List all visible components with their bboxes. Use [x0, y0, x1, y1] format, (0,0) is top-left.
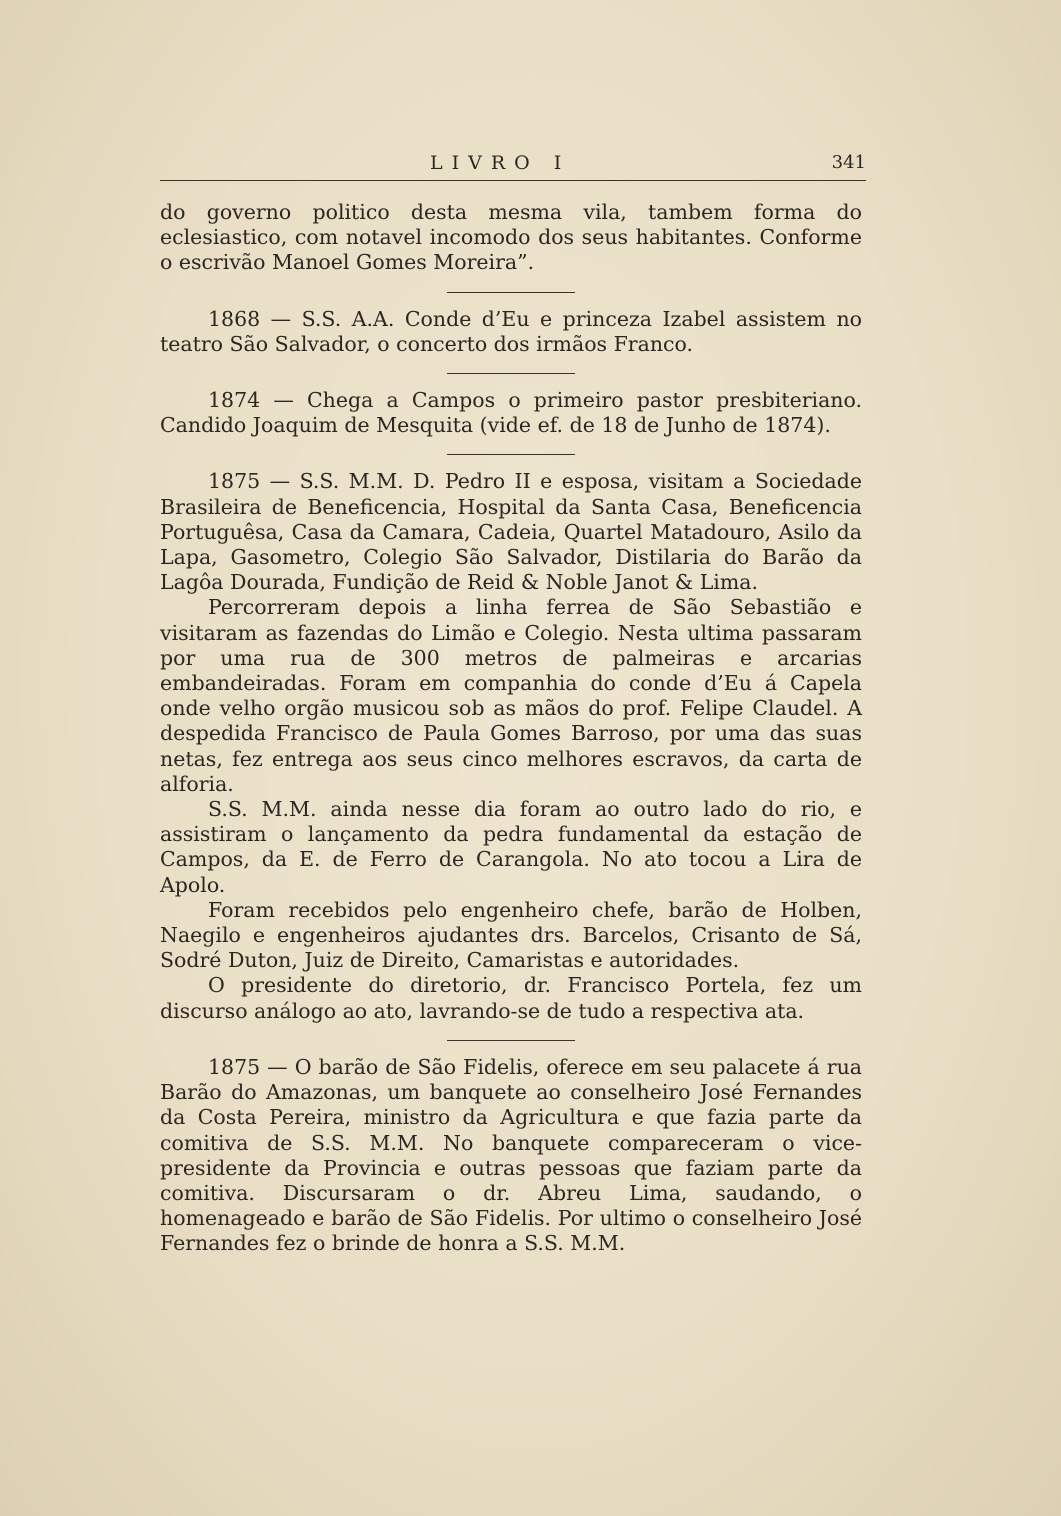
- body-text: [160, 200, 862, 1257]
- paragraph-speech: O presidente do diretorio, dr. Francisco Portela, fez um discurso análogo ao ato, lavrando-se de tudo a respectiva ata.: [160, 973, 862, 1023]
- page-number: 341: [831, 152, 866, 173]
- paragraph-1868: 1868 — S.S. A.A. Conde d’Eu e princeza Izabel assistem no teatro São Salvador, o concerto dos irmãos Franco.: [160, 306, 862, 356]
- paragraph-1875-banquet: 1875 — O barão de São Fidelis, oferece em seu palacete á rua Barão do Amazonas, um banquete ao conselheiro José Fernandes da Costa Pereira, ministro da Agricultura e que fazia parte da comitiva de S.S. M.M. No banquete compareceram o vice-presidente da Provincia e outras pessoas que faziam parte da comitiva. Discursaram o dr. Abreu Lima, saudando, o homenageado e barão de São Fidelis. Por ultimo o conselheiro José Fernandes fez o brinde de honra a S.S. M.M.: [160, 1054, 862, 1256]
- section-divider: [447, 1040, 575, 1041]
- paragraph-reception: Foram recebidos pelo engenheiro chefe, barão de Holben, Naegilo e engenheiros ajudantes drs. Barcelos, Crisanto de Sá, Sodré Duton, Juiz de Direito, Camaristas e autoridades.: [160, 897, 862, 973]
- paragraph-1875-visit: 1875 — S.S. M.M. D. Pedro II e esposa, visitam a Sociedade Brasileira de Beneficencia, Hospital da Santa Casa, Beneficencia Portuguêsa, Casa da Camara, Cadeia, Quartel Matadouro, Asilo da Lapa, Gasometro, Colegio São Salvador, Distilaria do Barão da Lagôa Dourada, Fundição de Reid & Noble Janot & Lima.: [160, 469, 862, 595]
- paragraph-1874: 1874 — Chega a Campos o primeiro pastor presbiteriano. Candido Joaquim de Mesquita (vide ef. de 18 de Junho de 1874).: [160, 388, 862, 438]
- paragraph-station: S.S. M.M. ainda nesse dia foram ao outro lado do rio, e assistiram o lançamento da pedra fundamental da estação de Campos, da E. de Ferro de Carangola. No ato tocou a Lira de Apolo.: [160, 797, 862, 897]
- page-header: [160, 150, 866, 181]
- paragraph-railway: Percorreram depois a linha ferrea de São Sebastião e visitaram as fazendas do Limão e Colegio. Nesta ultima passaram por uma rua de 300 metros de palmeiras e arcarias embandeiradas. Foram em companhia do conde d’Eu á Capela onde velho orgão musicou sob as mãos do prof. Felipe Claudel. A despedida Francisco de Paula Gomes Barroso, por uma das suas netas, fez entrega aos seus cinco melhores escravos, da carta de alforia.: [160, 595, 862, 796]
- paragraph-continuation: do governo politico desta mesma vila, tambem forma do eclesiastico, com notavel incomodo dos seus habitantes. Conforme o escrivão Manoel Gomes Moreira”.: [160, 200, 862, 275]
- section-divider: [447, 292, 575, 293]
- section-divider: [447, 373, 575, 374]
- section-divider: [447, 454, 575, 455]
- running-head: LIVRO I: [430, 152, 571, 174]
